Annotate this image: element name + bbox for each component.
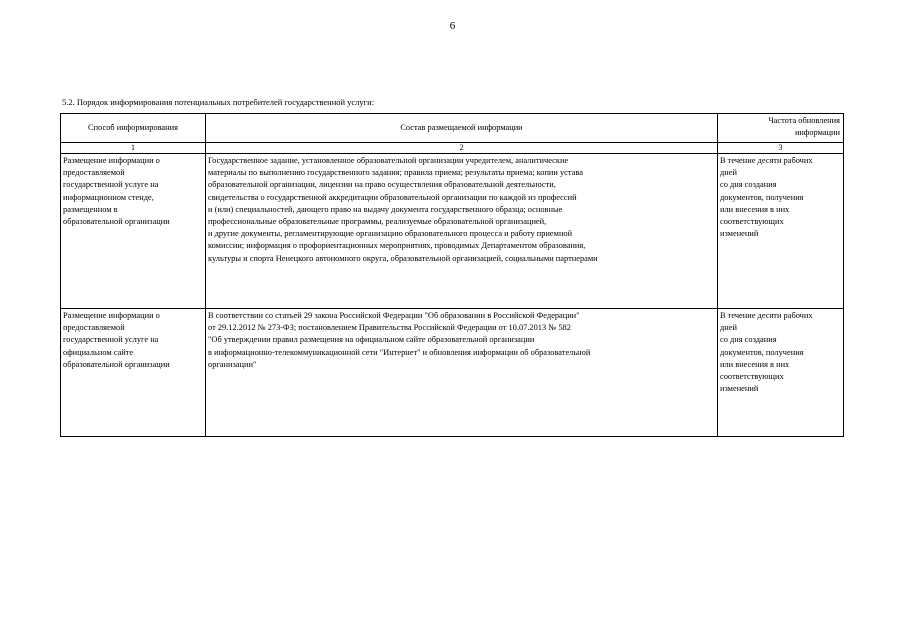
table-row — [61, 154, 844, 309]
information-table — [60, 113, 844, 437]
page-number: 6 — [449, 20, 456, 32]
cell-frequency: В течение десяти рабочих дней со дня создания документов, получения или внесения в них соответствующих изменений — [718, 309, 844, 437]
header-method: Способ информирования — [61, 114, 206, 143]
column-number: 3 — [718, 143, 844, 154]
cell-method: Размещение информации о предоставляемой государственной услуге на информационном стенде, размещенном в образовательной организации — [61, 154, 206, 309]
table-header-row — [61, 114, 844, 143]
cell-method: Размещение информации о предоставляемой государственной услуге на официальном сайте образовательной организации — [61, 309, 206, 437]
cell-frequency: В течение десяти рабочих дней со дня создания документов, получения или внесения в них соответствующих изменений — [718, 154, 844, 309]
cell-content: В соответствии со статьей 29 закона Российской Федерации "Об образовании в Российской Федерации" от 29.12.2012 № 273-ФЗ; постановлением Правительства Российской Федерации от 10.07.2013 № 582 "Об утверждении правил размещения на официальном сайте образовательной организации в информационно-телекоммуникационной сети "Интернет" и обновления информации об образовательной организации" — [206, 309, 718, 437]
header-content: Состав размещаемой информации — [206, 114, 718, 143]
header-frequency: Частота обновления информации — [718, 114, 844, 143]
column-number: 1 — [61, 143, 206, 154]
table-row — [61, 309, 844, 437]
column-number: 2 — [206, 143, 718, 154]
column-number-row — [61, 143, 844, 154]
cell-content: Государственное задание, установленное образовательной организации учредителем, аналитические материалы по выполнению государственного задания; правила приема; результаты приема; копии устава образовательной организации, лицензии на право осуществления образовательной деятельности, свидетельства о государственной аккредитации образовательной организации по каждой из профессий и (или) специальностей, дающего право на выдачу документа государственного образца; основные профессиональные образовательные программы, реализуемые образовательной организацией, и другие документы, регламентирующие организацию образовательного процесса и работу приемной комиссии; информация о профориентационных мероприятиях, проводимых Департаментом образования, культуры и спорта Ненецкого автономного округа, образовательной организацией, социальными партнерами — [206, 154, 718, 309]
section-title: 5.2. Порядок информирования потенциальных потребителей государственной услуги: — [62, 97, 375, 107]
